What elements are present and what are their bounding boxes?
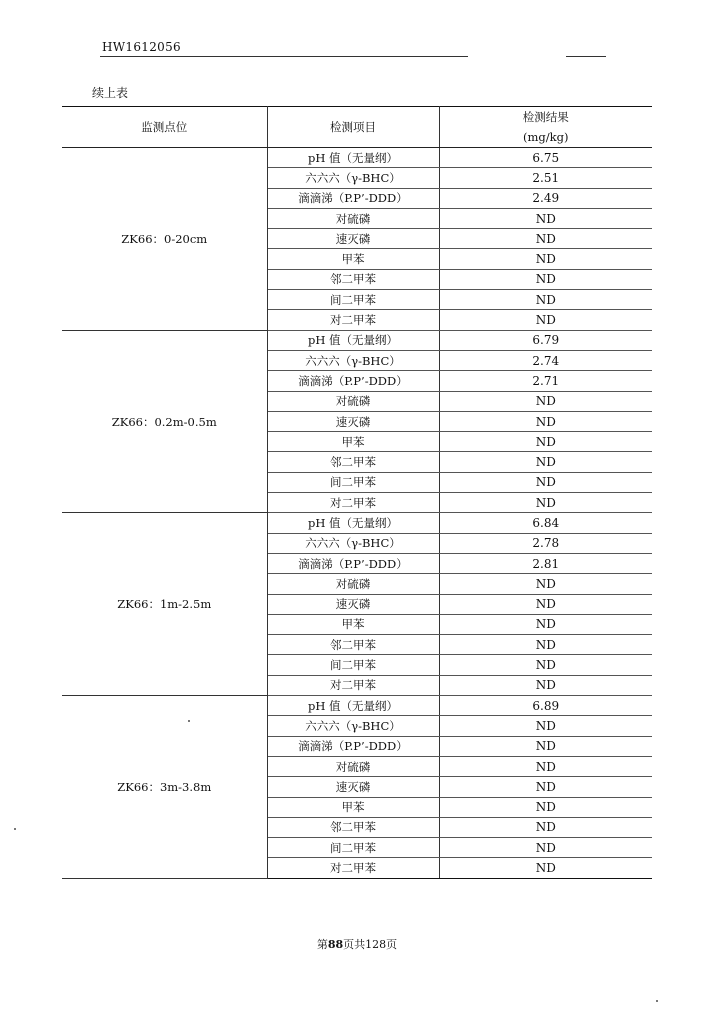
result-cell: 6.84: [439, 513, 652, 533]
item-cell: 甲苯: [267, 797, 439, 817]
result-cell: ND: [439, 310, 652, 330]
header-result-title: 检测结果: [522, 110, 569, 124]
item-cell: 间二甲苯: [267, 838, 439, 858]
result-cell: 2.78: [439, 533, 652, 553]
item-cell: pH 值（无量纲）: [267, 330, 439, 350]
result-cell: ND: [439, 614, 652, 634]
result-cell: 6.89: [439, 696, 652, 716]
site-cell: ZK66：1m-2.5m: [62, 513, 267, 696]
result-cell: ND: [439, 452, 652, 472]
result-cell: ND: [439, 736, 652, 756]
item-cell: 速灭磷: [267, 411, 439, 431]
table-row: [62, 513, 652, 533]
site-cell: ZK66：0-20cm: [62, 148, 267, 331]
footer-prefix: 第: [316, 938, 328, 951]
result-cell: 2.49: [439, 188, 652, 208]
result-cell: ND: [439, 777, 652, 797]
result-cell: ND: [439, 838, 652, 858]
result-cell: ND: [439, 249, 652, 269]
item-cell: 对二甲苯: [267, 858, 439, 878]
result-cell: ND: [439, 655, 652, 675]
footer-suffix: 页: [386, 938, 398, 951]
item-cell: 对硫磷: [267, 574, 439, 594]
footer-middle: 页共: [343, 938, 366, 951]
result-cell: ND: [439, 411, 652, 431]
result-cell: ND: [439, 675, 652, 695]
table-row: [62, 330, 652, 350]
item-cell: 滴滴涕（P.P’-DDD）: [267, 371, 439, 391]
report-code: HW1612056: [102, 40, 181, 54]
results-table: [62, 106, 652, 879]
result-cell: 6.75: [439, 148, 652, 168]
footer-total-pages: 128: [365, 938, 387, 951]
result-cell: 2.51: [439, 168, 652, 188]
result-cell: ND: [439, 208, 652, 228]
result-cell: ND: [439, 594, 652, 614]
item-cell: 邻二甲苯: [267, 269, 439, 289]
header-item: 检测项目: [267, 107, 439, 148]
result-cell: ND: [439, 229, 652, 249]
item-cell: 六六六（γ-BHC）: [267, 350, 439, 370]
continued-label: 续上表: [92, 86, 129, 100]
result-cell: 2.81: [439, 553, 652, 573]
item-cell: pH 值（无量纲）: [267, 513, 439, 533]
page-footer: [0, 936, 714, 952]
item-cell: 六六六（γ-BHC）: [267, 533, 439, 553]
result-cell: ND: [439, 635, 652, 655]
result-cell: ND: [439, 269, 652, 289]
result-cell: 2.71: [439, 371, 652, 391]
item-cell: 滴滴涕（P.P’-DDD）: [267, 553, 439, 573]
result-cell: ND: [439, 493, 652, 513]
item-cell: 间二甲苯: [267, 290, 439, 310]
item-cell: 六六六（γ-BHC）: [267, 168, 439, 188]
result-cell: ND: [439, 290, 652, 310]
site-cell: ZK66：0.2m-0.5m: [62, 330, 267, 513]
item-cell: 对硫磷: [267, 756, 439, 776]
result-cell: ND: [439, 716, 652, 736]
item-cell: 甲苯: [267, 249, 439, 269]
site-cell: ZK66：3m-3.8m: [62, 696, 267, 879]
item-cell: 间二甲苯: [267, 472, 439, 492]
result-cell: ND: [439, 817, 652, 837]
item-cell: 甲苯: [267, 432, 439, 452]
result-cell: ND: [439, 858, 652, 878]
item-cell: 速灭磷: [267, 229, 439, 249]
result-cell: ND: [439, 756, 652, 776]
header-rule: [100, 56, 468, 57]
table-header: [62, 107, 652, 148]
table-body: [62, 148, 652, 879]
item-cell: 对硫磷: [267, 391, 439, 411]
result-cell: ND: [439, 574, 652, 594]
result-cell: ND: [439, 391, 652, 411]
item-cell: 速灭磷: [267, 594, 439, 614]
item-cell: pH 值（无量纲）: [267, 148, 439, 168]
item-cell: pH 值（无量纲）: [267, 696, 439, 716]
header-result-unit: (mg/kg): [523, 130, 569, 144]
item-cell: 邻二甲苯: [267, 817, 439, 837]
result-cell: ND: [439, 432, 652, 452]
scan-speck: [656, 1000, 658, 1002]
item-cell: 对二甲苯: [267, 493, 439, 513]
header-site: 监测点位: [62, 107, 267, 148]
table-row: [62, 148, 652, 168]
item-cell: 邻二甲苯: [267, 452, 439, 472]
result-cell: 2.74: [439, 350, 652, 370]
item-cell: 滴滴涕（P.P’-DDD）: [267, 188, 439, 208]
item-cell: 间二甲苯: [267, 655, 439, 675]
item-cell: 对二甲苯: [267, 310, 439, 330]
scan-speck: [188, 720, 190, 722]
header-rule-short: [566, 56, 606, 57]
item-cell: 滴滴涕（P.P’-DDD）: [267, 736, 439, 756]
item-cell: 甲苯: [267, 614, 439, 634]
footer-current-page: 88: [327, 938, 344, 951]
item-cell: 速灭磷: [267, 777, 439, 797]
header-result: [439, 107, 652, 148]
item-cell: 对二甲苯: [267, 675, 439, 695]
item-cell: 六六六（γ-BHC）: [267, 716, 439, 736]
table-row: [62, 696, 652, 716]
result-cell: ND: [439, 472, 652, 492]
result-cell: ND: [439, 797, 652, 817]
item-cell: 对硫磷: [267, 208, 439, 228]
item-cell: 邻二甲苯: [267, 635, 439, 655]
scan-speck: [14, 828, 16, 830]
result-cell: 6.79: [439, 330, 652, 350]
